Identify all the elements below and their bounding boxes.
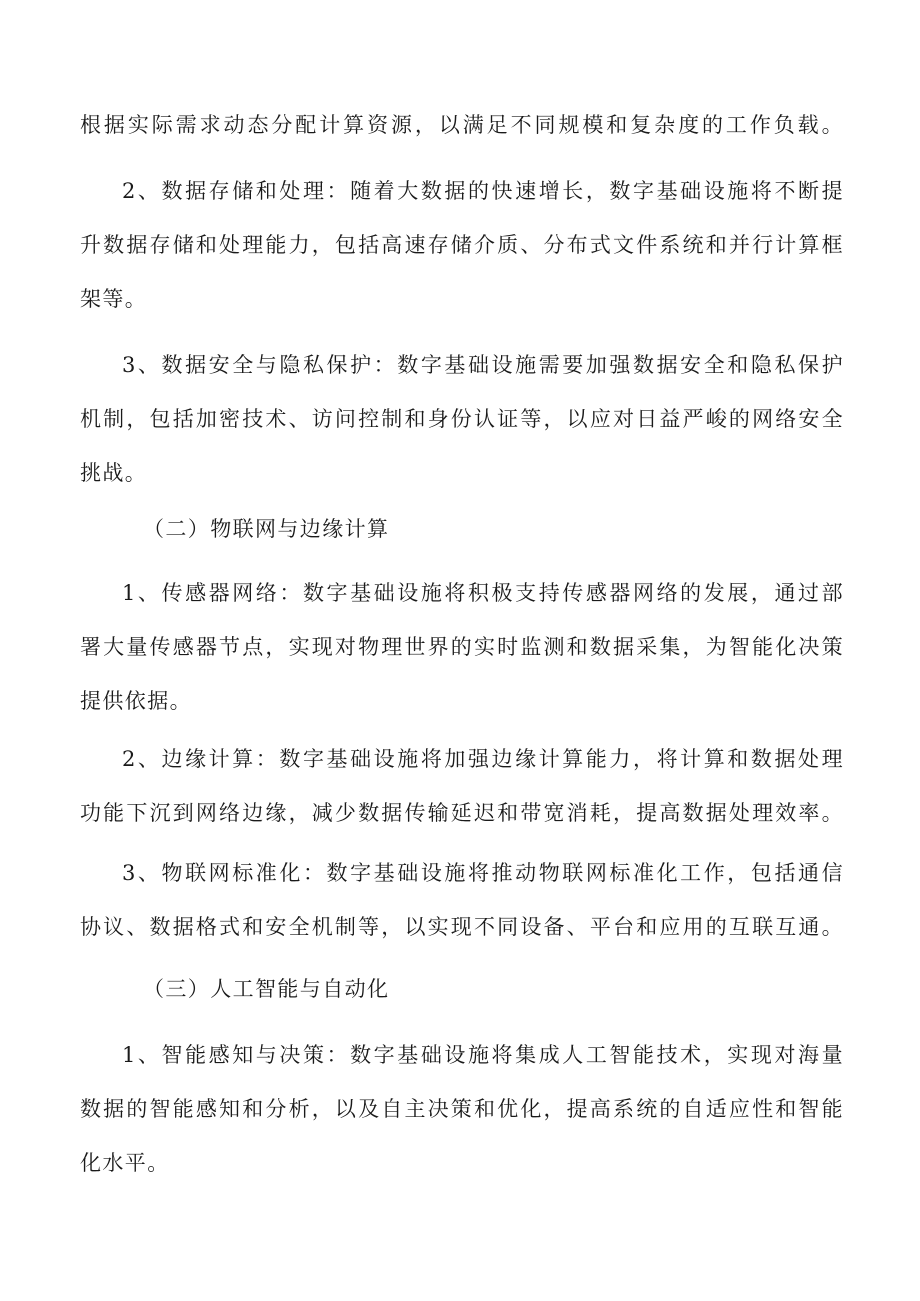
text-line: 协议、数据格式和安全机制等，以实现不同设备、平台和应用的互联互通。 xyxy=(80,915,844,939)
text-line: 2、数据存储和处理：随着大数据的快速增长，数字基础设施将不断提 xyxy=(122,179,844,203)
text-line: 3、物联网标准化：数字基础设施将推动物联网标准化工作，包括通信 xyxy=(122,861,844,885)
text-line: 1、传感器网络：数字基础设施将积极支持传感器网络的发展，通过部 xyxy=(122,581,844,605)
text-line: 3、数据安全与隐私保护：数字基础设施需要加强数据安全和隐私保护 xyxy=(122,353,844,377)
text-line: 升数据存储和处理能力，包括高速存储介质、分布式文件系统和并行计算框 xyxy=(80,233,844,257)
text-line: 2、边缘计算：数字基础设施将加强边缘计算能力，将计算和数据处理 xyxy=(122,747,844,771)
text-line: 提供依据。 xyxy=(80,689,192,713)
text-line: 挑战。 xyxy=(80,461,148,485)
text-line: 架等。 xyxy=(80,287,148,311)
document-page xyxy=(80,0,844,1301)
text-line: 功能下沉到网络边缘，减少数据传输延迟和带宽消耗，提高数据处理效率。 xyxy=(80,801,844,825)
text-line: 机制，包括加密技术、访问控制和身份认证等，以应对日益严峻的网络安全 xyxy=(80,407,844,431)
text-line: 1、智能感知与决策：数字基础设施将集成人工智能技术，实现对海量 xyxy=(122,1043,844,1067)
section-heading: （三）人工智能与自动化 xyxy=(143,977,390,1001)
text-line: 署大量传感器节点，实现对物理世界的实时监测和数据采集，为智能化决策 xyxy=(80,635,844,659)
text-line: 根据实际需求动态分配计算资源，以满足不同规模和复杂度的工作负载。 xyxy=(80,113,844,137)
text-line: 数据的智能感知和分析，以及自主决策和优化，提高系统的自适应性和智能 xyxy=(80,1097,844,1121)
section-heading: （二）物联网与边缘计算 xyxy=(143,517,390,541)
text-line: 化水平。 xyxy=(80,1151,170,1175)
